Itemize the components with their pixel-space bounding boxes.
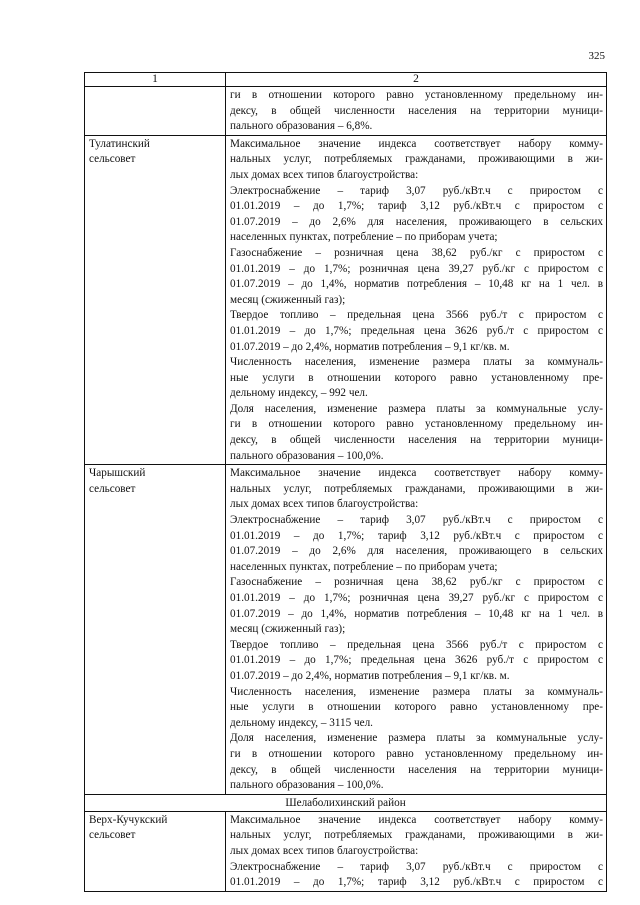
row-text-cell — [226, 465, 607, 794]
table-header-row — [85, 73, 607, 87]
text-line: лых домах всех типов благоустройства: — [230, 168, 419, 181]
text-line: лых домах всех типов благоустройства: — [230, 498, 419, 511]
text-line: Твердое топливо – предельная цена 3566 руб./т с приростом с — [230, 309, 603, 322]
text-line: Численность населения, изменение размера платы за коммуналь- — [230, 685, 603, 698]
text-line: 01.07.2019 – до 1,4%, норматив потребления – 10,48 кг на 1 чел. в — [230, 607, 603, 620]
row-name-cell — [85, 87, 226, 136]
column-header-1: 1 — [85, 73, 226, 87]
text-line: 01.01.2019 – до 1,7%; тариф 3,12 руб./кВт.ч с приростом с — [230, 529, 603, 542]
text-line: пального образования – 6,8%. — [230, 120, 373, 133]
text-line: Максимальное значение индекса соответствует набору комму- — [230, 137, 603, 150]
text-line: населенных пунктах, потребление – по приборам учета; — [230, 560, 498, 573]
text-line: 01.07.2019 – до 2,4%, норматив потребления – 9,1 кг/кв. м. — [230, 340, 510, 353]
text-line: 01.07.2019 – до 2,4%, норматив потребления – 9,1 кг/кв. м. — [230, 669, 510, 682]
text-line: нальных услуг, потребляемых гражданами, проживающими в жи- — [230, 482, 603, 495]
district-name: Шелаболихинский район — [85, 794, 607, 811]
municipality-name-line: Тулатинский — [89, 137, 150, 150]
table-row — [85, 135, 607, 464]
row-text-cell — [226, 811, 607, 891]
row-text-cell — [226, 87, 607, 136]
municipality-name-line: Верх-Кучукский — [89, 813, 168, 826]
text-line: 01.07.2019 – до 2,6% для населения, проживающего в сельских — [230, 215, 603, 228]
table-row — [85, 811, 607, 891]
page-number: 325 — [588, 50, 605, 62]
text-line: 01.07.2019 – до 2,6% для населения, проживающего в сельских — [230, 545, 603, 558]
text-line: дельному индексу, – 992 чел. — [230, 387, 368, 400]
text-line: дексу, в общей численности населения на территории муници- — [230, 104, 603, 117]
text-line: Доля населения, изменение размера платы за коммунальные услу- — [230, 402, 603, 415]
text-line: месяц (сжиженный газ); — [230, 623, 346, 636]
text-line: Численность населения, изменение размера платы за коммуналь- — [230, 356, 603, 369]
text-line: 01.01.2019 – до 1,7%; тариф 3,12 руб./кВт.ч с приростом с — [230, 200, 603, 213]
text-line: Газоснабжение – розничная цена 38,62 руб./кг с приростом с — [230, 246, 603, 259]
row-name-cell — [85, 465, 226, 794]
municipality-name-line: Чарышский — [89, 467, 146, 480]
text-line: ги в отношении которого равно установленному предельному ин- — [230, 747, 603, 760]
text-line: дексу, в общей численности населения на территории муници- — [230, 763, 603, 776]
text-line: пального образования – 100,0%. — [230, 449, 384, 462]
municipality-name-line: сельсовет — [89, 482, 136, 495]
text-line: ги в отношении которого равно установленному предельному ин- — [230, 418, 603, 431]
text-line: нальных услуг, потребляемых гражданами, проживающими в жи- — [230, 829, 603, 842]
municipality-name-line: сельсовет — [89, 153, 136, 166]
row-name-cell — [85, 811, 226, 891]
municipality-name-line: сельсовет — [89, 829, 136, 842]
text-line: ги в отношении которого равно установленному предельному ин- — [230, 89, 603, 101]
text-line: Электроснабжение – тариф 3,07 руб./кВт.ч с приростом с — [230, 514, 603, 527]
column-header-2: 2 — [226, 73, 607, 87]
text-line: Твердое топливо – предельная цена 3566 руб./т с приростом с — [230, 638, 603, 651]
text-line: 01.01.2019 – до 1,7%; предельная цена 3626 руб./т с приростом с — [230, 654, 603, 667]
text-line: дексу, в общей численности населения на территории муници- — [230, 434, 603, 447]
row-name-cell — [85, 135, 226, 464]
text-line: нальных услуг, потребляемых гражданами, проживающими в жи- — [230, 153, 603, 166]
text-line: 01.01.2019 – до 1,7%; розничная цена 39,27 руб./кг с приростом с — [230, 262, 603, 275]
text-line: пального образования – 100,0%. — [230, 779, 384, 792]
text-line: ные услуги в отношении которого равно установленному пре- — [230, 371, 603, 384]
text-line: Максимальное значение индекса соответствует набору комму- — [230, 467, 603, 480]
table-row — [85, 465, 607, 794]
text-line: 01.01.2019 – до 1,7%; тариф 3,12 руб./кВт.ч с приростом с — [230, 876, 603, 889]
table-row-continuation — [85, 87, 607, 136]
text-line: месяц (сжиженный газ); — [230, 293, 346, 306]
text-line: Максимальное значение индекса соответствует набору комму- — [230, 813, 603, 826]
text-line: 01.01.2019 – до 1,7%; розничная цена 39,27 руб./кг с приростом с — [230, 592, 603, 604]
text-line: 01.07.2019 – до 1,4%, норматив потребления – 10,48 кг на 1 чел. в — [230, 278, 603, 291]
text-line: Газоснабжение – розничная цена 38,62 руб./кг с приростом с — [230, 576, 603, 589]
text-line: 01.01.2019 – до 1,7%; предельная цена 3626 руб./т с приростом с — [230, 324, 603, 337]
text-line: населенных пунктах, потребление – по приборам учета; — [230, 231, 498, 244]
text-line: Электроснабжение – тариф 3,07 руб./кВт.ч с приростом с — [230, 184, 603, 197]
district-header-row — [85, 794, 607, 811]
text-line: Доля населения, изменение размера платы за коммунальные услу- — [230, 732, 603, 745]
text-line: Электроснабжение – тариф 3,07 руб./кВт.ч с приростом с — [230, 860, 603, 873]
municipal-index-table — [84, 72, 607, 892]
text-line: лых домах всех типов благоустройства: — [230, 844, 419, 857]
row-text-cell — [226, 135, 607, 464]
text-line: ные услуги в отношении которого равно установленному пре- — [230, 701, 603, 714]
text-line: дельному индексу, – 3115 чел. — [230, 716, 373, 729]
